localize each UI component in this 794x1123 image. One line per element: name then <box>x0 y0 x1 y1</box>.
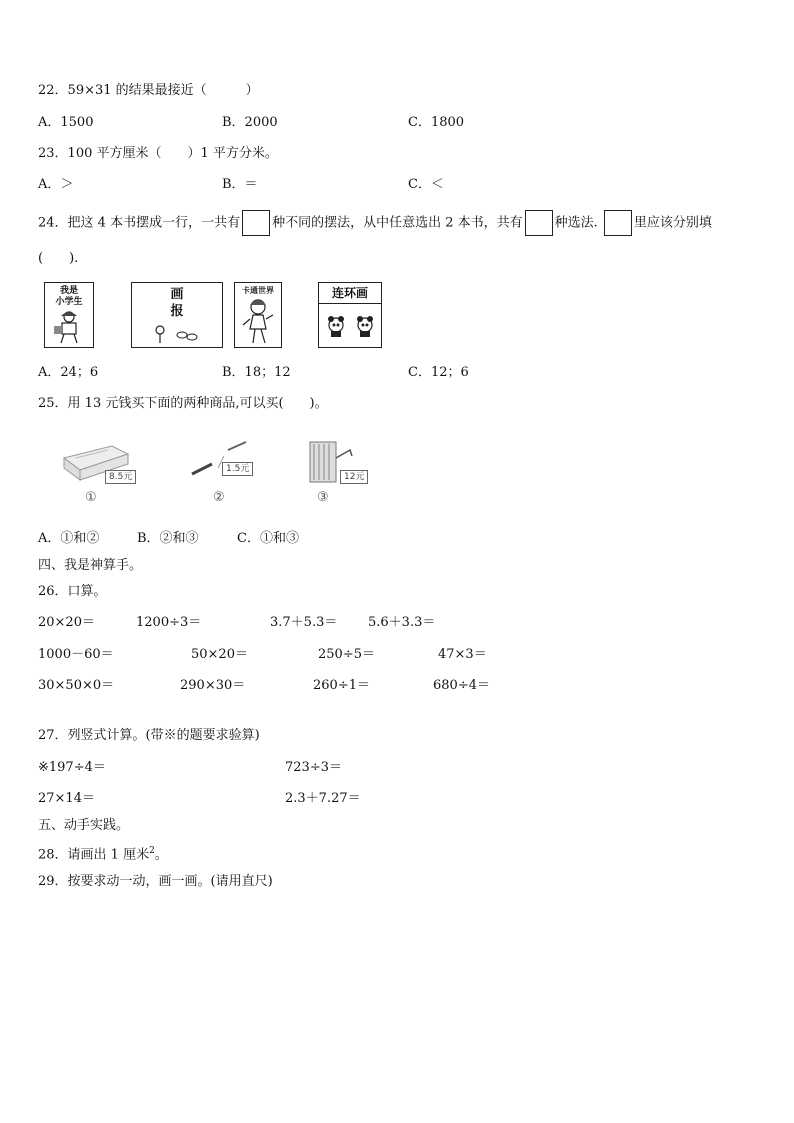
flower-illustration <box>142 323 212 345</box>
q22-option-b: B．2000 <box>222 115 278 130</box>
q24-option-b: B．18；12 <box>222 365 291 380</box>
q26-stem: 26．口算。 <box>38 584 107 599</box>
q24-answer-box-1[interactable] <box>242 210 270 236</box>
q26-r1-c4: 5.6＋3.3＝ <box>368 615 436 630</box>
q23-option-a: A．＞ <box>38 177 74 192</box>
q24-option-c: C．12；6 <box>408 365 469 380</box>
q23-stem: 23．100 平方厘米（ ）1 平方分米。 <box>38 146 278 161</box>
section-5-heading: 五、动手实践。 <box>38 818 130 833</box>
q24-answer-box-2[interactable] <box>525 210 553 236</box>
q22-stem: 22．59×31 的结果最接近（ ） <box>38 83 259 98</box>
q26-r3-c2: 290×30＝ <box>180 678 246 693</box>
q24-stem-part-3: 种选法. <box>554 215 598 231</box>
q22-option-a: A．1500 <box>38 115 94 130</box>
child-reading-illustration <box>51 310 87 344</box>
q26-r3-c3: 260÷1＝ <box>313 678 370 693</box>
q26-r1-c3: 3.7＋5.3＝ <box>270 615 338 630</box>
q24-stem-line2: ( ). <box>38 251 79 266</box>
q28-superscript: 2 <box>149 846 155 856</box>
q24-stem-part-4: 里应该分别填 <box>633 215 712 231</box>
q26-r2-c3: 250÷5＝ <box>318 647 375 662</box>
q25-option-a: A．①和② <box>38 531 100 546</box>
section-4-heading: 四、我是神算手。 <box>38 558 143 573</box>
q24-stem-part-1: 24．把这 4 本书摆成一行，一共有 <box>38 215 241 231</box>
book-2-title-line1: 画 <box>170 287 184 302</box>
item-1-label: ① <box>85 490 97 505</box>
book-3-title: 卡通世界 <box>242 286 274 295</box>
q27-r2-c2: 2.3＋7.27＝ <box>285 791 361 806</box>
q24-stem <box>38 210 712 237</box>
book-4-title: 连环画 <box>319 285 381 304</box>
q27-r2-c1: 27×14＝ <box>38 791 95 806</box>
q25-option-c: C．①和③ <box>237 531 299 546</box>
q26-r2-c2: 50×20＝ <box>191 647 248 662</box>
q27-r1-c2: 723÷3＝ <box>285 760 342 775</box>
q26-r1-c1: 20×20＝ <box>38 615 95 630</box>
item-2-price-tag: 1.5元 <box>222 462 253 476</box>
book-xiaoxuesheng <box>44 282 94 348</box>
q25-stem: 25．用 13 元钱买下面的两种商品,可以买( )。 <box>38 396 328 411</box>
book-1-title-line2: 小学生 <box>55 297 83 307</box>
q28-stem <box>38 842 168 864</box>
cartoon-girl-illustration <box>241 297 275 345</box>
q23-option-b: B．＝ <box>222 177 258 192</box>
book-huabao <box>131 282 223 348</box>
item-3-price-tag: 12元 <box>340 470 368 484</box>
q26-r1-c2: 1200÷3＝ <box>136 615 202 630</box>
q24-stem-part-2: 种不同的摆法，从中任意选出 2 本书，共有 <box>272 215 523 231</box>
item-1-price-tag: 8.5元 <box>105 470 136 484</box>
item-3-label: ③ <box>317 490 329 505</box>
panda-illustration <box>323 311 377 341</box>
book-1-title-line1: 我是 <box>59 286 78 296</box>
q26-r3-c1: 30×50×0＝ <box>38 678 115 693</box>
book-2-title-line2: 报 <box>170 304 184 319</box>
q27-stem: 27．列竖式计算。(带※的题要求验算) <box>38 728 260 743</box>
q22-option-c: C．1800 <box>408 115 465 130</box>
q24-option-a: A．24；6 <box>38 365 99 380</box>
q23-option-c: C．＜ <box>408 177 444 192</box>
q29-stem: 29．按要求动一动，画一画。(请用直尺) <box>38 874 273 889</box>
q26-r3-c4: 680÷4＝ <box>433 678 490 693</box>
q26-r2-c1: 1000－60＝ <box>38 647 114 662</box>
book-katong-shijie <box>234 282 282 348</box>
q25-option-b: B．②和③ <box>137 531 199 546</box>
q28-text: 28．请画出 1 厘米 <box>38 847 150 863</box>
q26-r2-c4: 47×3＝ <box>438 647 487 662</box>
q28-end: 。 <box>154 847 168 863</box>
item-2-label: ② <box>213 490 225 505</box>
book-lianhuanhua <box>318 282 382 348</box>
q24-answer-box-3[interactable] <box>604 210 632 236</box>
q27-r1-c1: ※197÷4＝ <box>38 760 106 775</box>
